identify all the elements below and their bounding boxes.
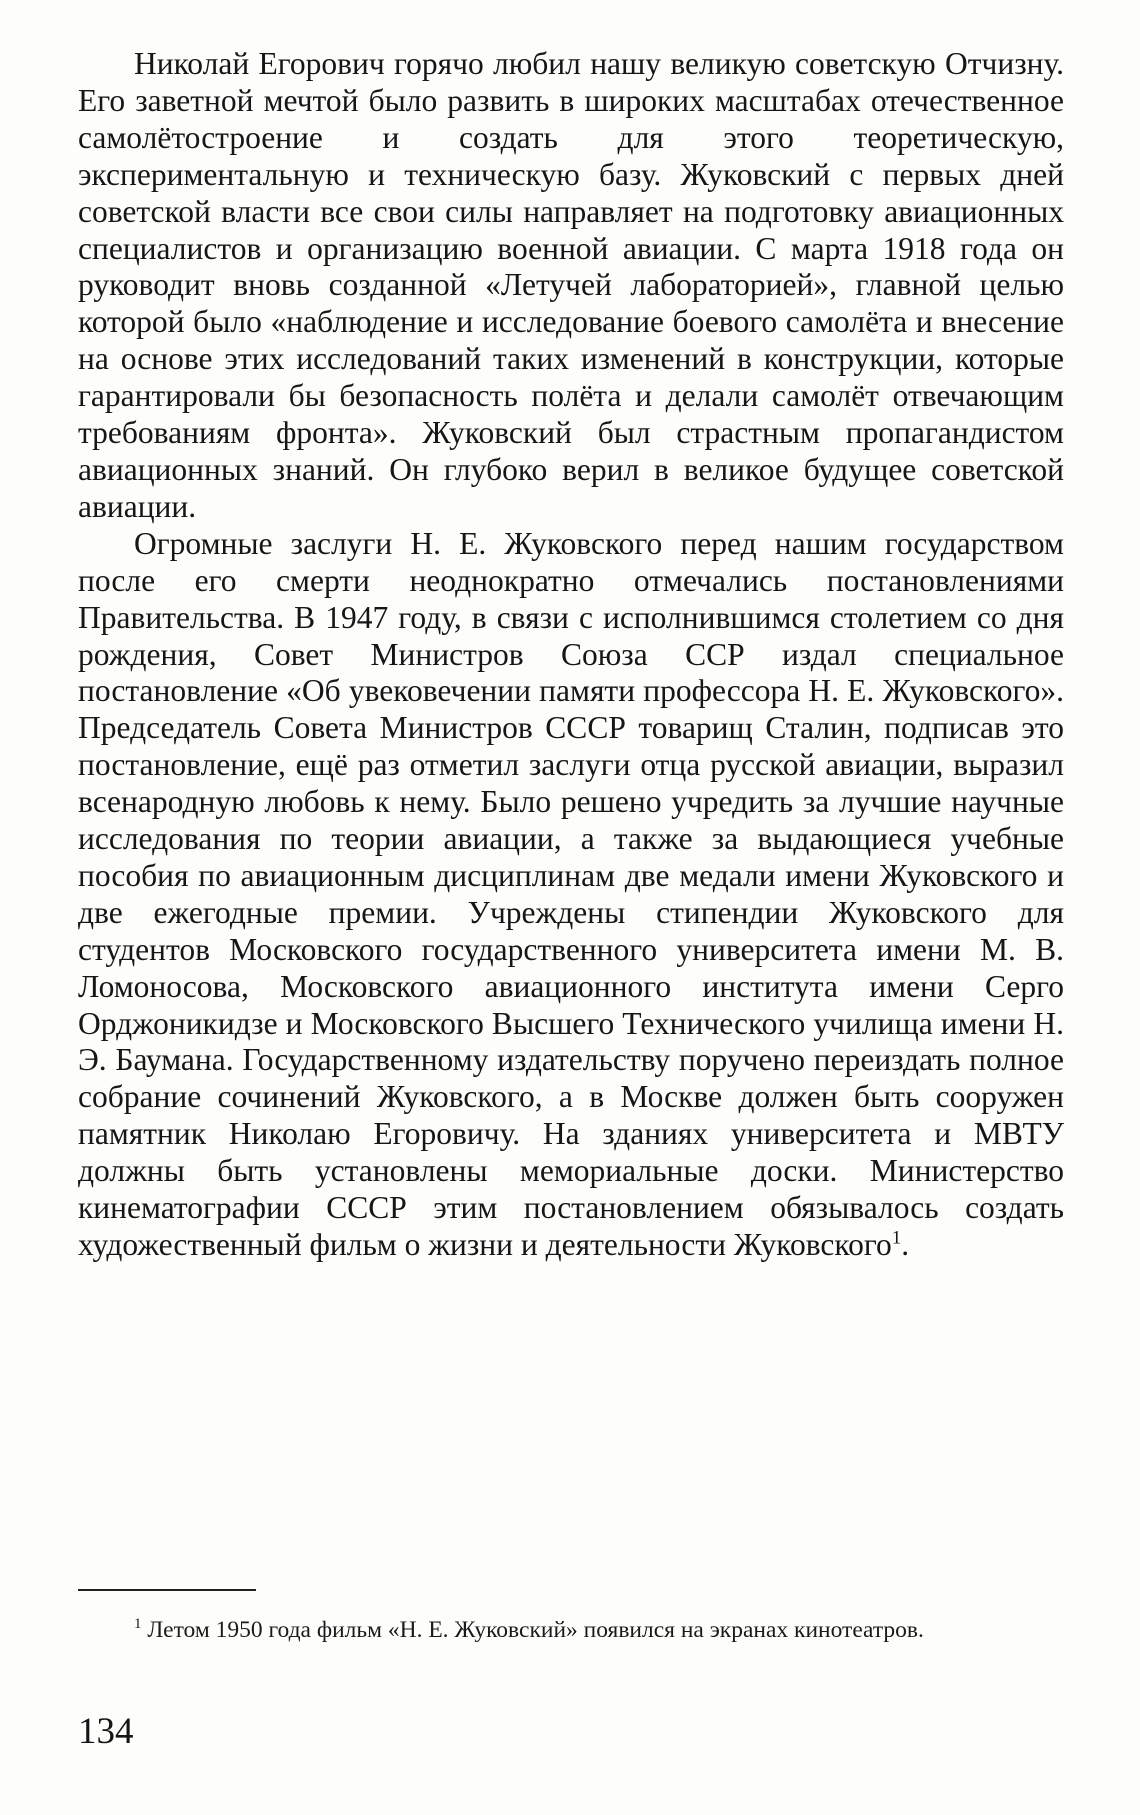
paragraph-1: Николай Егорович горячо любил нашу великую советскую Отчизну. Его заветной мечтой было развить в широких масштабах отечественное самолётостроение и создать для этого теоретическую, экспериментальную и техническую базу. Жуковский с первых дней советской власти все свои силы направляет на подготовку авиационных специалистов и организацию военной авиации. С марта 1918 года он руководит вновь созданной «Летучей лабораторией», главной целью которой было «наблюдение и исследование боевого самолёта и внесение на основе этих исследований таких изменений в конструкции, которые гарантировали бы безопасность полёта и делали самолёт отвечающим требованиям фронта». Жуковский был страстным пропагандистом авиационных знаний. Он глубоко верил в великое будущее советской авиации. [78,46,1064,524]
footnote-divider [78,1589,256,1591]
body-text [78,46,1064,1264]
page-number: 134 [78,1711,134,1752]
footnote-marker: 1 [134,1616,142,1633]
footnote-text: Летом 1950 года фильм «Н. Е. Жуковский» появился на экранах кинотеатров. [147,1617,924,1643]
footnote-reference: 1 [891,1227,902,1249]
paragraph-2-end: . [901,1227,910,1262]
footnote [78,1615,1064,1645]
paragraph-2 [78,526,1064,1264]
paragraph-2-text: Огромные заслуги Н. Е. Жуковского перед нашим государством после его смерти неоднократно отмечались постановлениями Правительства. В 1947 году, в связи с исполнившимся столетием со дня рождения, Совет Министров Союза ССР издал специальное постановление «Об увековечении памяти профессора Н. Е. Жуковского». Председатель Совета Министров СССР товарищ Сталин, подписав это постановление, ещё раз отметил заслуги отца русской авиации, выразил всенародную любовь к нему. Было решено учредить за лучшие научные исследования по теории авиации, а также за выдающиеся учебные пособия по авиационным дисциплинам две медали имени Жуковского и две ежегодные премии. Учреждены стипендии Жуковского для студентов Московского государственного университета имени М. В. Ломоносова, Московского авиационного института имени Серго Орджоникидзе и Московского Высшего Технического училища имени Н. Э. Баумана. Государственному издательству поручено переиздать полное собрание сочинений Жуковского, а в Москве должен быть сооружен памятник Николаю Егоровичу. На зданиях университета и МВТУ должны быть установлены мемориальные доски. Министерство кинематографии СССР этим постановлением обязывалось создать художественный фильм о жизни и деятельности Жуковского [78,525,1064,1262]
